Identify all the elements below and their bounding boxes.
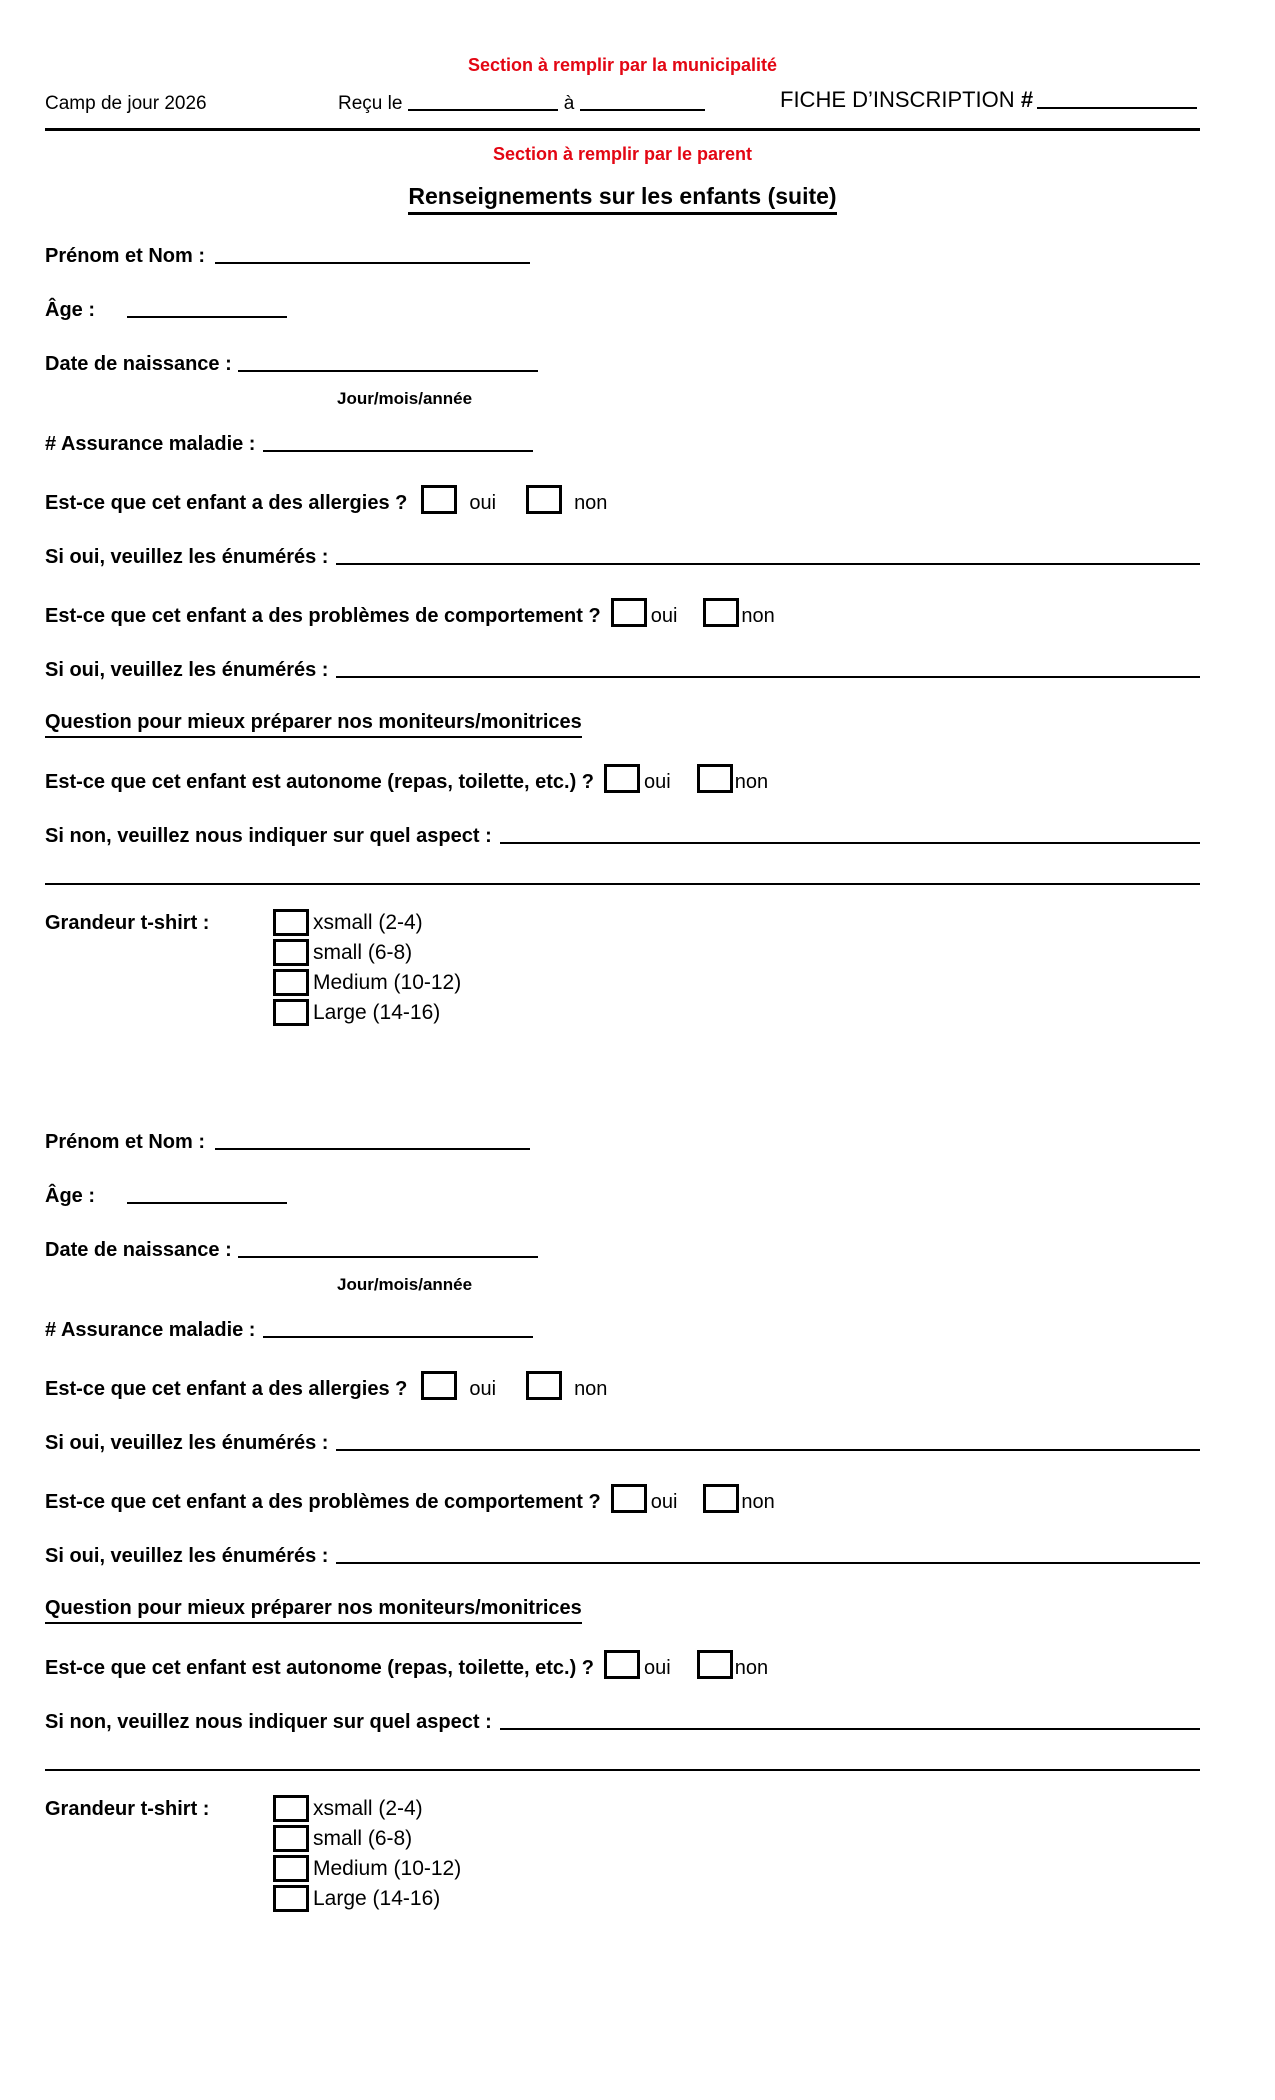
tshirt-option-row	[273, 999, 461, 1026]
form-number-blank-line[interactable]	[1037, 104, 1197, 109]
received-place-blank-line[interactable]	[580, 106, 705, 111]
tshirt-small-checkbox[interactable]	[273, 939, 309, 966]
allergies-details-row	[45, 544, 1200, 570]
allergies-no-label: non	[574, 1378, 608, 1400]
dob-format-hint: Jour/mois/année	[337, 389, 473, 408]
camp-year-label: Camp de jour 2026	[45, 93, 207, 114]
monitors-heading: Question pour mieux préparer nos moniteurs/monitrices	[45, 710, 582, 738]
insurance-row	[45, 431, 1200, 457]
received-date-blank-line[interactable]	[408, 106, 558, 111]
behavior-question: Est-ce que cet enfant a des problèmes de comportement ?	[45, 1491, 601, 1513]
allergies-yes-checkbox[interactable]	[421, 1371, 457, 1400]
tshirt-option-row	[273, 1795, 461, 1822]
dob-row	[45, 351, 1200, 377]
autonomy-aspect-continuation-line[interactable]	[45, 1769, 1200, 1771]
age-blank-line[interactable]	[127, 313, 287, 318]
insurance-label: # Assurance maladie :	[45, 433, 256, 455]
behavior-details-label: Si oui, veuillez les énumérés :	[45, 1545, 329, 1567]
tshirt-option-label: Medium (10-12)	[313, 970, 462, 994]
insurance-label: # Assurance maladie :	[45, 1319, 256, 1341]
tshirt-option-row	[273, 909, 461, 936]
behavior-yes-label: oui	[650, 605, 678, 627]
tshirt-size-section	[45, 909, 1200, 1029]
tshirt-medium-checkbox[interactable]	[273, 969, 309, 996]
allergies-yes-label: oui	[469, 1378, 497, 1400]
insurance-blank-line[interactable]	[263, 1333, 533, 1338]
dob-label: Date de naissance :	[45, 353, 232, 375]
tshirt-option-label: small (6-8)	[313, 1826, 413, 1850]
child-info-block	[45, 243, 1200, 1029]
autonomy-aspect-row	[45, 1709, 1200, 1735]
behavior-no-label: non	[741, 605, 775, 627]
behavior-no-checkbox[interactable]	[703, 598, 739, 627]
behavior-no-checkbox[interactable]	[703, 1484, 739, 1513]
allergies-no-checkbox[interactable]	[526, 485, 562, 514]
allergies-details-row	[45, 1430, 1200, 1456]
tshirt-option-label: small (6-8)	[313, 940, 413, 964]
autonomy-aspect-blank-line[interactable]	[500, 1726, 1200, 1730]
name-blank-line[interactable]	[215, 1145, 530, 1150]
age-blank-line[interactable]	[127, 1199, 287, 1204]
age-label: Âge :	[45, 1185, 95, 1207]
autonomy-aspect-continuation-line[interactable]	[45, 883, 1200, 885]
autonomy-question: Est-ce que cet enfant est autonome (repas, toilette, etc.) ?	[45, 1657, 595, 1679]
tshirt-option-row	[273, 1885, 461, 1912]
child-info-block	[45, 1129, 1200, 1915]
header-rule	[45, 128, 1200, 131]
tshirt-xsmall-checkbox[interactable]	[273, 909, 309, 936]
municipality-section-heading: Section à remplir par la municipalité	[467, 55, 778, 75]
autonomy-aspect-label: Si non, veuillez nous indiquer sur quel aspect :	[45, 825, 492, 847]
allergies-question: Est-ce que cet enfant a des allergies ?	[45, 1378, 408, 1400]
autonomy-no-checkbox[interactable]	[697, 764, 733, 793]
form-number-sign: #	[1020, 87, 1034, 112]
tshirt-option-label: Large (14-16)	[313, 1886, 441, 1910]
form-header-row	[45, 87, 1200, 120]
age-label: Âge :	[45, 299, 95, 321]
behavior-question-row	[45, 598, 1200, 629]
behavior-yes-checkbox[interactable]	[611, 1484, 647, 1513]
page-title: Renseignements sur les enfants (suite)	[408, 183, 836, 215]
monitors-heading: Question pour mieux préparer nos moniteurs/monitrices	[45, 1596, 582, 1624]
form-title: FICHE D’INSCRIPTION	[780, 87, 1015, 112]
tshirt-large-checkbox[interactable]	[273, 999, 309, 1026]
autonomy-question-row	[45, 1650, 1200, 1681]
tshirt-option-row	[273, 939, 461, 966]
allergies-no-label: non	[574, 492, 608, 514]
name-row	[45, 1129, 1200, 1155]
behavior-question-row	[45, 1484, 1200, 1515]
monitors-heading-row	[45, 709, 1200, 738]
name-label: Prénom et Nom :	[45, 245, 206, 267]
tshirt-options	[273, 909, 461, 1029]
tshirt-option-row	[273, 1825, 461, 1852]
autonomy-question-row	[45, 764, 1200, 795]
allergies-no-checkbox[interactable]	[526, 1371, 562, 1400]
dob-row	[45, 1237, 1200, 1263]
tshirt-option-label: xsmall (2-4)	[313, 1796, 423, 1820]
autonomy-aspect-blank-line[interactable]	[500, 840, 1200, 844]
autonomy-aspect-label: Si non, veuillez nous indiquer sur quel aspect :	[45, 1711, 492, 1733]
behavior-details-label: Si oui, veuillez les énumérés :	[45, 659, 329, 681]
behavior-no-label: non	[741, 1491, 775, 1513]
tshirt-medium-checkbox[interactable]	[273, 1855, 309, 1882]
behavior-details-blank-line[interactable]	[336, 674, 1200, 678]
autonomy-question: Est-ce que cet enfant est autonome (repas, toilette, etc.) ?	[45, 771, 595, 793]
allergies-question-row	[45, 485, 1200, 516]
insurance-blank-line[interactable]	[263, 447, 533, 452]
tshirt-large-checkbox[interactable]	[273, 1885, 309, 1912]
tshirt-options	[273, 1795, 461, 1915]
tshirt-label: Grandeur t-shirt :	[45, 912, 210, 934]
allergies-details-label: Si oui, veuillez les énumérés :	[45, 1432, 329, 1454]
tshirt-option-label: Medium (10-12)	[313, 1856, 462, 1880]
age-row	[45, 297, 1200, 323]
received-field	[338, 90, 705, 118]
received-label: Reçu le	[338, 93, 403, 114]
allergies-yes-checkbox[interactable]	[421, 485, 457, 514]
age-row	[45, 1183, 1200, 1209]
autonomy-yes-checkbox[interactable]	[604, 1650, 640, 1679]
behavior-details-blank-line[interactable]	[336, 1560, 1200, 1564]
dob-format-hint: Jour/mois/année	[337, 1275, 473, 1294]
insurance-row	[45, 1317, 1200, 1343]
received-at-label: à	[563, 93, 575, 114]
autonomy-yes-label: oui	[644, 771, 671, 793]
behavior-details-row	[45, 657, 1200, 683]
tshirt-option-label: xsmall (2-4)	[313, 910, 423, 934]
dob-blank-line[interactable]	[238, 1253, 538, 1258]
parent-section-heading: Section à remplir par le parent	[492, 144, 753, 164]
tshirt-xsmall-checkbox[interactable]	[273, 1795, 309, 1822]
behavior-question: Est-ce que cet enfant a des problèmes de comportement ?	[45, 605, 601, 627]
allergies-question-row	[45, 1371, 1200, 1402]
tshirt-small-checkbox[interactable]	[273, 1825, 309, 1852]
behavior-details-row	[45, 1543, 1200, 1569]
tshirt-label: Grandeur t-shirt :	[45, 1798, 210, 1820]
allergies-details-label: Si oui, veuillez les énumérés :	[45, 546, 329, 568]
behavior-yes-label: oui	[650, 1491, 678, 1513]
monitors-heading-row	[45, 1595, 1200, 1624]
allergies-question: Est-ce que cet enfant a des allergies ?	[45, 492, 408, 514]
autonomy-no-label: non	[734, 1657, 769, 1679]
autonomy-no-checkbox[interactable]	[697, 1650, 733, 1679]
tshirt-option-row	[273, 969, 461, 996]
name-label: Prénom et Nom :	[45, 1131, 206, 1153]
behavior-yes-checkbox[interactable]	[611, 598, 647, 627]
autonomy-yes-label: oui	[644, 1657, 671, 1679]
tshirt-option-label: Large (14-16)	[313, 1000, 441, 1024]
tshirt-size-section	[45, 1795, 1200, 1915]
allergies-details-blank-line[interactable]	[336, 561, 1200, 565]
autonomy-yes-checkbox[interactable]	[604, 764, 640, 793]
autonomy-aspect-row	[45, 823, 1200, 849]
tshirt-option-row	[273, 1855, 461, 1882]
form-title-group	[780, 86, 1197, 114]
allergies-details-blank-line[interactable]	[336, 1447, 1200, 1451]
dob-label: Date de naissance :	[45, 1239, 232, 1261]
name-row	[45, 243, 1200, 269]
name-blank-line[interactable]	[215, 259, 530, 264]
autonomy-no-label: non	[734, 771, 769, 793]
allergies-yes-label: oui	[469, 492, 497, 514]
dob-blank-line[interactable]	[238, 367, 538, 372]
